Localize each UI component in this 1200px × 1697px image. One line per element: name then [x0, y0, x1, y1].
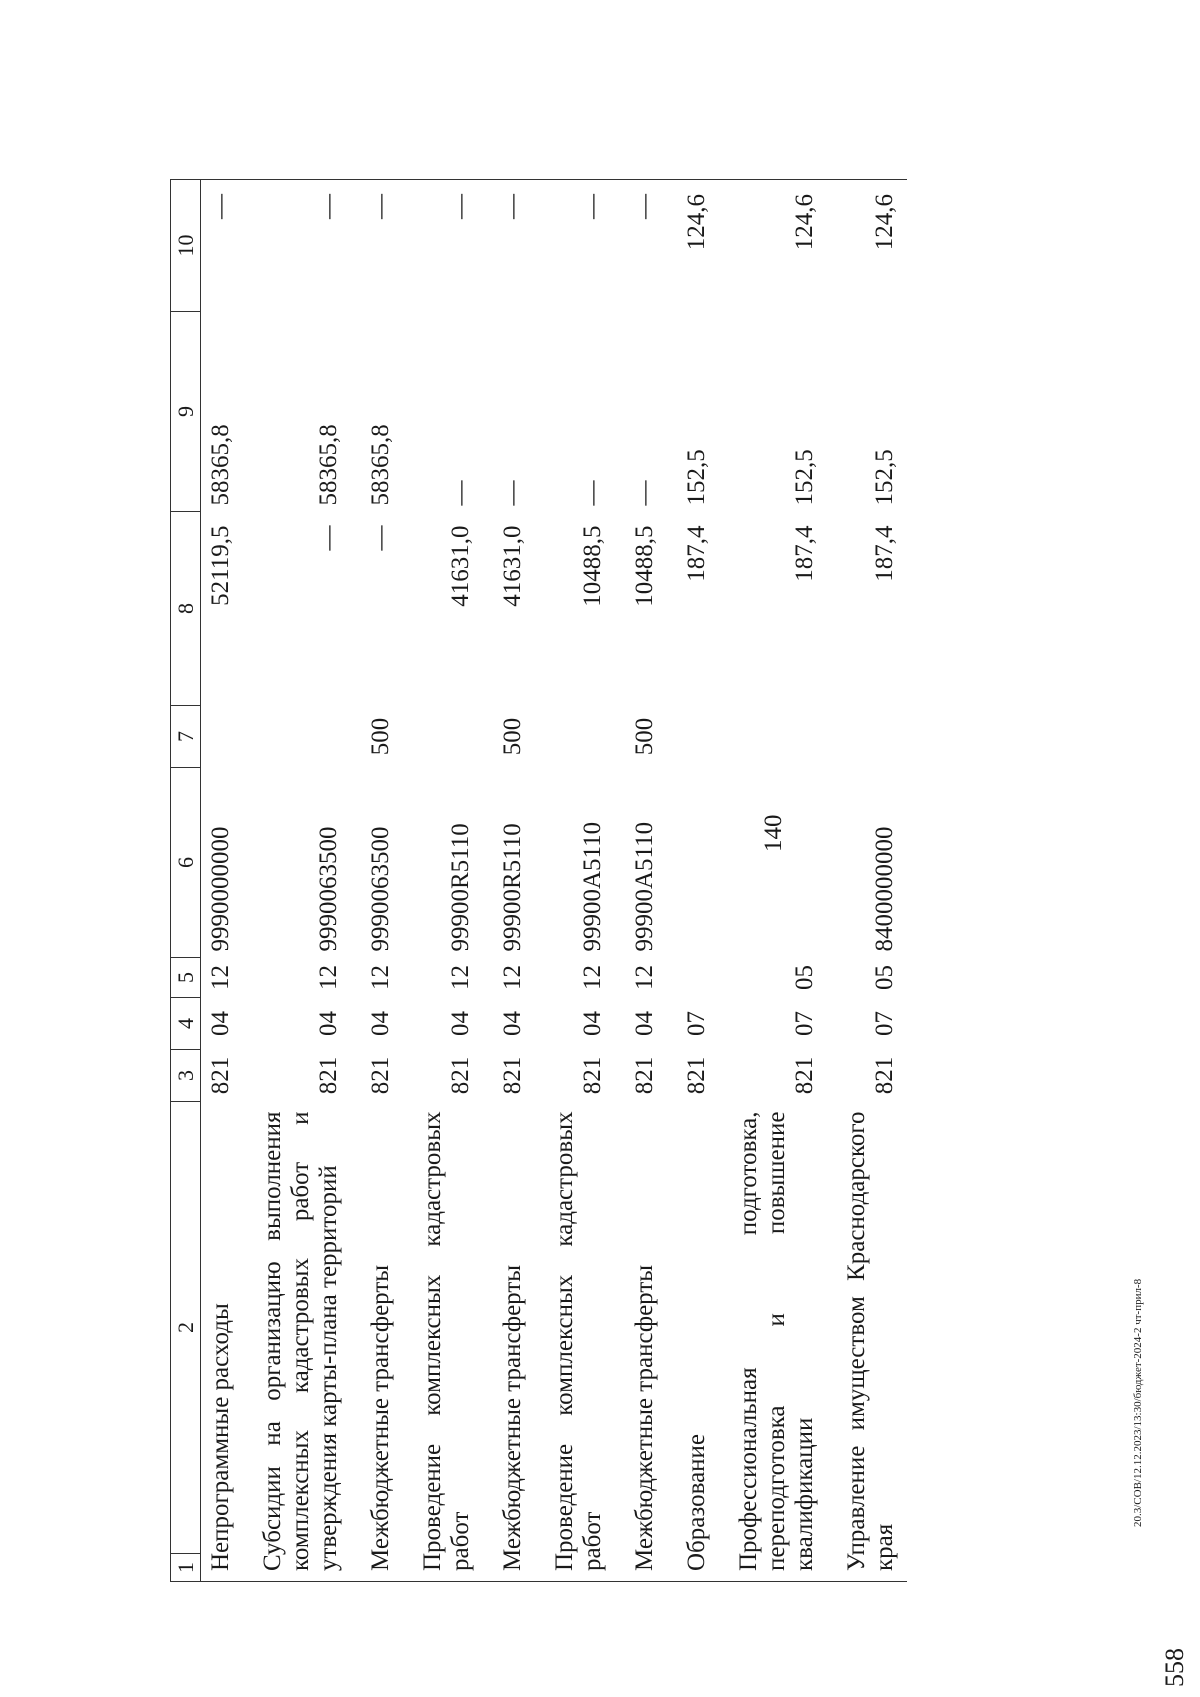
cell-amount-2026: —	[413, 180, 493, 312]
cell-section: 04	[447, 1011, 474, 1036]
cell-amount-2024: 187,4	[791, 525, 818, 582]
cell-target-article: 99900R5110	[447, 823, 474, 952]
cell-amount-2024: —	[367, 525, 394, 551]
cell-ministry: 821	[499, 1056, 526, 1095]
cell-subsection: 12	[367, 965, 394, 990]
row-description: Проведение комплексных кадастровых работ	[545, 1102, 625, 1582]
cell-amount-2025: 152,5	[791, 449, 818, 506]
column-header: 4	[171, 998, 201, 1050]
cell-expense-type: 500	[499, 717, 526, 756]
cell-subsection: 12	[207, 965, 234, 990]
cell-section: 07	[871, 1011, 898, 1036]
table-row	[625, 180, 677, 1582]
cell-subsection	[677, 958, 729, 998]
cell-ministry: 821	[871, 1056, 898, 1095]
cell-amount-2026: —	[625, 180, 677, 312]
cell-amount-2025: 58365,8	[207, 424, 234, 506]
table-row	[413, 180, 493, 1582]
table-row	[545, 180, 625, 1582]
cell-amount-2026: —	[201, 180, 254, 312]
cell-section: 04	[579, 1011, 606, 1036]
column-header: 10	[171, 180, 201, 312]
cell-amount-2024: 187,4	[683, 525, 710, 582]
column-header: 5	[171, 958, 201, 998]
cell-target-article: 99900A5110	[579, 821, 606, 952]
cell-expense-type	[545, 706, 625, 768]
bottom-page-number: 558	[1160, 1648, 1189, 1687]
cell-target-article: 8400000000	[871, 826, 898, 952]
cell-target-article	[677, 768, 729, 958]
cell-amount-2024: 41631,0	[447, 525, 474, 607]
cell-expense-type	[253, 706, 361, 768]
cell-section: 07	[791, 1011, 818, 1036]
cell-amount-2024: —	[315, 525, 342, 551]
row-description: Профессиональная подготовка, переподготовка и повышение квалификации	[729, 1102, 837, 1582]
cell-amount-2026: 124,6	[837, 180, 907, 312]
cell-target-article: 99900A5110	[631, 821, 658, 952]
row-description: Межбюджетные трансферты	[625, 1102, 677, 1582]
row-description: Субсидии на организацию выполнения комплексных кадастровых работ и утверждения карты-плана территорий	[253, 1102, 361, 1582]
cell-target-article: 9990063500	[315, 826, 342, 952]
cell-amount-2025: —	[447, 480, 474, 506]
column-header: 8	[171, 512, 201, 706]
cell-expense-type: 500	[367, 717, 394, 756]
cell-amount-2024: 41631,0	[499, 525, 526, 607]
cell-target-article: 9990063500	[367, 826, 394, 952]
table-row	[729, 180, 837, 1582]
cell-amount-2024: 10488,5	[631, 525, 658, 607]
row-description: Проведение комплексных кадастровых работ	[413, 1102, 493, 1582]
cell-amount-2024: 10488,5	[579, 525, 606, 607]
cell-section: 04	[367, 1011, 394, 1036]
cell-amount-2026: —	[361, 180, 413, 312]
column-header: 9	[171, 312, 201, 512]
cell-amount-2024: 187,4	[871, 525, 898, 582]
row-description: Управление имуществом Краснодарского края	[837, 1102, 907, 1582]
cell-ministry: 821	[315, 1056, 342, 1095]
cell-amount-2026: 124,6	[677, 180, 729, 312]
table-row	[253, 180, 361, 1582]
cell-ministry: 821	[367, 1056, 394, 1095]
column-header: 3	[171, 1050, 201, 1102]
cell-amount-2025: 58365,8	[367, 424, 394, 506]
cell-amount-2025: —	[631, 480, 658, 506]
cell-subsection: 12	[579, 965, 606, 990]
column-header: 1	[171, 1554, 201, 1582]
cell-section: 04	[631, 1011, 658, 1036]
row-description: Образование	[677, 1102, 729, 1582]
cell-ministry: 821	[791, 1056, 818, 1095]
cell-amount-2025: —	[579, 480, 606, 506]
cell-expense-type	[413, 706, 493, 768]
footer-code: 20.3/СОВ/12.12.2023/13:30/бюджет-2024-2 чт-прил-8	[1132, 1278, 1144, 1527]
cell-section: 04	[207, 1011, 234, 1036]
table-header-row	[171, 180, 201, 1582]
cell-subsection: 12	[499, 965, 526, 990]
cell-expense-type	[201, 706, 254, 768]
budget-table	[170, 179, 907, 1582]
row-description: Непрограммные расходы	[201, 1102, 254, 1582]
cell-amount-2025: 152,5	[871, 449, 898, 506]
cell-section: 07	[683, 1011, 710, 1036]
cell-expense-type: 500	[631, 717, 658, 756]
cell-ministry: 821	[579, 1056, 606, 1095]
cell-target-article: 9990000000	[207, 826, 234, 952]
cell-amount-2025: —	[499, 480, 526, 506]
cell-target-article	[729, 768, 837, 958]
cell-expense-type	[837, 706, 907, 768]
cell-ministry: 821	[207, 1056, 234, 1095]
cell-expense-type	[677, 706, 729, 768]
cell-amount-2025: 152,5	[683, 449, 710, 506]
column-header: 2	[171, 1102, 201, 1554]
cell-section: 04	[315, 1011, 342, 1036]
cell-ministry: 821	[631, 1056, 658, 1095]
cell-target-article: 99900R5110	[499, 823, 526, 952]
column-header: 7	[171, 706, 201, 768]
cell-subsection: 12	[631, 965, 658, 990]
row-description: Межбюджетные трансферты	[493, 1102, 545, 1582]
cell-amount-2026: 124,6	[729, 180, 837, 312]
cell-subsection: 12	[315, 965, 342, 990]
table-row	[361, 180, 413, 1582]
table-row	[677, 180, 729, 1582]
row-description: Межбюджетные трансферты	[361, 1102, 413, 1582]
table-row	[201, 180, 254, 1582]
cell-subsection: 05	[791, 965, 818, 990]
cell-amount-2026: —	[253, 180, 361, 312]
cell-subsection: 05	[871, 965, 898, 990]
cell-amount-2025: 58365,8	[315, 424, 342, 506]
cell-expense-type	[729, 706, 837, 768]
table-row	[837, 180, 907, 1582]
cell-amount-2026: —	[493, 180, 545, 312]
cell-amount-2024: 52119,5	[207, 525, 234, 606]
cell-ministry: 821	[447, 1056, 474, 1095]
table-row	[493, 180, 545, 1582]
column-header: 6	[171, 768, 201, 958]
cell-subsection: 12	[447, 965, 474, 990]
cell-amount-2026: —	[545, 180, 625, 312]
page-number: 140	[760, 814, 787, 852]
cell-section: 04	[499, 1011, 526, 1036]
cell-ministry: 821	[683, 1056, 710, 1095]
